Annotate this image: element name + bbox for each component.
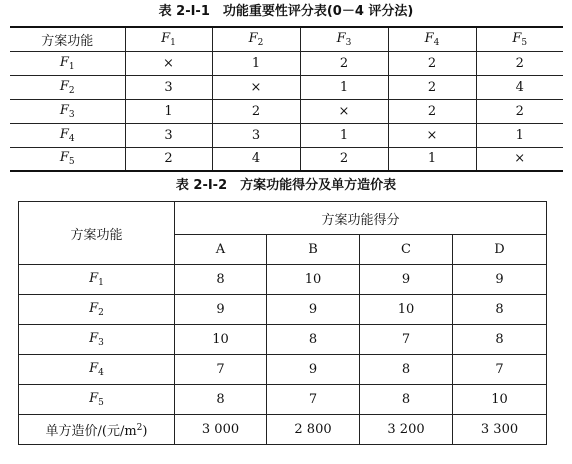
table-row [19, 355, 547, 385]
table-row [10, 99, 563, 123]
table-cell: 10 [267, 265, 360, 295]
table-cell: 9 [175, 295, 267, 325]
table-cell: 2 [125, 147, 212, 171]
table-cell: 2 [388, 51, 476, 75]
table-cell: 1 [300, 123, 388, 147]
table-cell: 3 [125, 123, 212, 147]
table1-caption: 表 2-Ⅰ-1 功能重要性评分表(0－4 评分法) [158, 4, 414, 19]
table-cell: 1 [125, 99, 212, 123]
table2-group-header: 方案功能得分 [175, 202, 547, 235]
row-header: $F_2$ [10, 75, 125, 99]
cost-cell: 3 200 [360, 415, 453, 445]
table-cell: 4 [476, 75, 563, 99]
table-row [19, 385, 547, 415]
table1-col-header: $F_2$ [212, 27, 300, 51]
table-row [10, 51, 563, 75]
table-cell: 2 [300, 51, 388, 75]
row-header: $F_1$ [10, 51, 125, 75]
table-cell: × [125, 51, 212, 75]
table-cell: 3 [212, 123, 300, 147]
table-row [19, 295, 547, 325]
table-cell: 2 [476, 51, 563, 75]
table-cell: 1 [388, 147, 476, 171]
row-header: $F_1$ [19, 265, 175, 295]
table-cell: 10 [175, 325, 267, 355]
table-cell: × [476, 147, 563, 171]
table-cell: 2 [300, 147, 388, 171]
table-cell: 10 [360, 295, 453, 325]
table-cell: 9 [267, 295, 360, 325]
table1-col-header: $F_1$ [125, 27, 212, 51]
table-cell: × [300, 99, 388, 123]
function-importance-table [10, 26, 563, 172]
table2-col-header: B [267, 235, 360, 265]
table-cell: 8 [360, 385, 453, 415]
cost-row-label: 单方造价/(元$/m^2$) [19, 415, 175, 445]
table-cell: 8 [267, 325, 360, 355]
table-cell: 2 [388, 99, 476, 123]
row-header: $F_3$ [10, 99, 125, 123]
table-cell: 1 [212, 51, 300, 75]
table-cell: 7 [360, 325, 453, 355]
table-cell: 9 [360, 265, 453, 295]
table-cell: 7 [175, 355, 267, 385]
table-cell: 2 [212, 99, 300, 123]
table-cell: 1 [476, 123, 563, 147]
table-cell: 7 [453, 355, 547, 385]
table-cell: 8 [453, 295, 547, 325]
table1-col-header: $F_3$ [300, 27, 388, 51]
cost-cell: 3 000 [175, 415, 267, 445]
table2-row-header: 方案功能 [19, 202, 175, 265]
row-header: $F_3$ [19, 325, 175, 355]
table-row [10, 123, 563, 147]
table2-header-row [19, 202, 547, 235]
table-row [19, 265, 547, 295]
table-row [10, 147, 563, 171]
cost-cell: 2 800 [267, 415, 360, 445]
table1-header-label: 方案功能 [10, 27, 125, 51]
row-header: $F_2$ [19, 295, 175, 325]
table1-header-row [10, 27, 563, 51]
table-cell: 9 [453, 265, 547, 295]
cost-row [19, 415, 547, 445]
table-cell: 9 [267, 355, 360, 385]
table-cell: 3 [125, 75, 212, 99]
row-header: $F_5$ [10, 147, 125, 171]
table-cell: × [388, 123, 476, 147]
table-cell: 4 [212, 147, 300, 171]
row-header: $F_4$ [19, 355, 175, 385]
table-cell: 2 [476, 99, 563, 123]
table2-caption: 表 2-Ⅰ-2 方案功能得分及单方造价表 [175, 178, 397, 193]
table-row [19, 325, 547, 355]
row-header: $F_4$ [10, 123, 125, 147]
table1-col-header: $F_5$ [476, 27, 563, 51]
table2-col-header: D [453, 235, 547, 265]
table2-col-header: C [360, 235, 453, 265]
table-cell: 8 [453, 325, 547, 355]
table-cell: 10 [453, 385, 547, 415]
table-row [10, 75, 563, 99]
table-cell: × [212, 75, 300, 99]
function-score-cost-table [18, 201, 547, 445]
table-cell: 7 [267, 385, 360, 415]
table1-col-header: $F_4$ [388, 27, 476, 51]
table-cell: 8 [175, 265, 267, 295]
table-cell: 8 [175, 385, 267, 415]
cost-cell: 3 300 [453, 415, 547, 445]
table-cell: 8 [360, 355, 453, 385]
table2-col-header: A [175, 235, 267, 265]
table-cell: 2 [388, 75, 476, 99]
table-cell: 1 [300, 75, 388, 99]
row-header: $F_5$ [19, 385, 175, 415]
